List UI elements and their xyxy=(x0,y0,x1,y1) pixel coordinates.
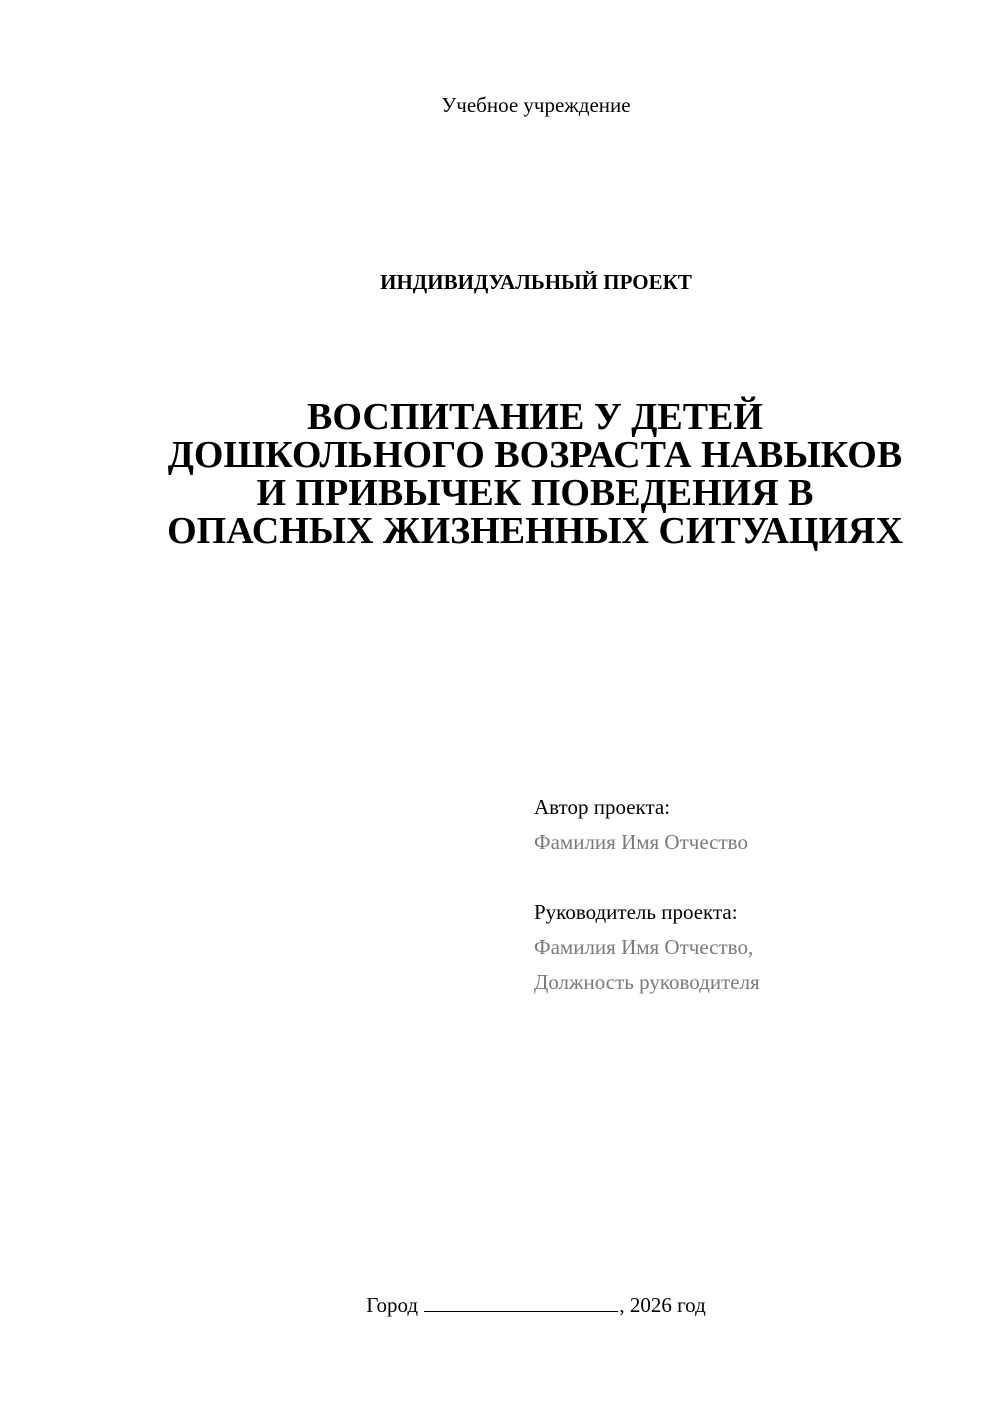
info-spacer xyxy=(534,860,974,895)
project-title-line: И ПРИВЫЧЕК ПОВЕДЕНИЯ В xyxy=(256,472,814,514)
project-title-line: ДОШКОЛЬНОГО ВОЗРАСТА НАВЫКОВ xyxy=(167,434,903,476)
city-year-footer xyxy=(0,1291,1000,1319)
supervisor-name-placeholder: Фамилия Имя Отчество, xyxy=(534,935,754,959)
city-label: Город xyxy=(366,1293,419,1317)
project-info-block xyxy=(534,790,974,1000)
project-title-line: ВОСПИТАНИЕ У ДЕТЕЙ xyxy=(307,396,763,438)
author-name-placeholder: Фамилия Имя Отчество xyxy=(534,830,748,854)
supervisor-label: Руководитель проекта: xyxy=(534,900,738,924)
city-blank-line xyxy=(424,1291,618,1312)
institution-name: Учебное учреждение xyxy=(441,93,631,117)
project-title-line: ОПАСНЫХ ЖИЗНЕННЫХ СИТУАЦИЯХ xyxy=(167,510,903,552)
author-label: Автор проекта: xyxy=(534,795,671,819)
project-type-heading: ИНДИВИДУАЛЬНЫЙ ПРОЕКТ xyxy=(380,270,692,294)
supervisor-position-placeholder: Должность руководителя xyxy=(534,970,760,994)
year-text: , 2026 год xyxy=(619,1293,706,1317)
project-title xyxy=(120,398,950,550)
